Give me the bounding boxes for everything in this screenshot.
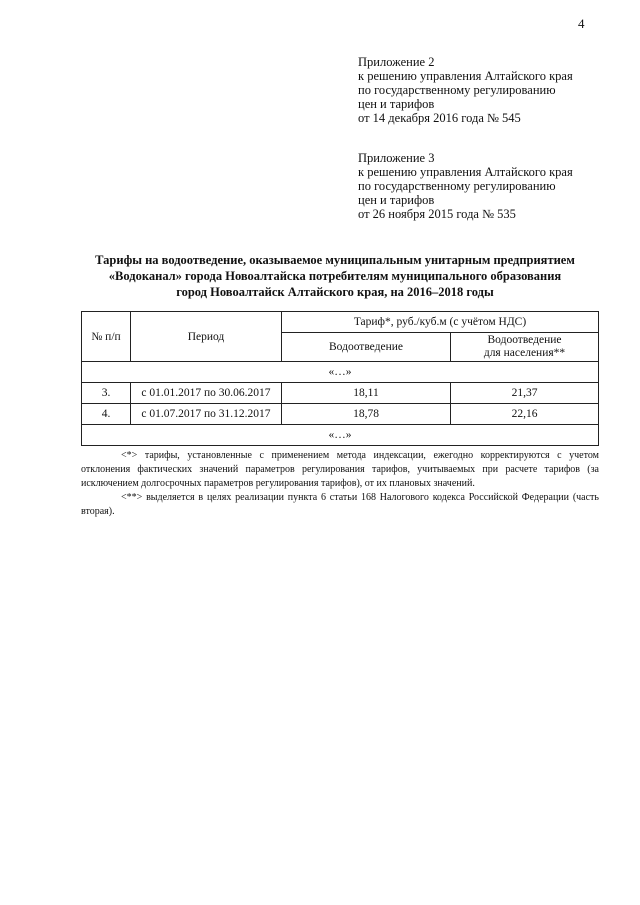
ellipsis-cell: «…»: [82, 425, 599, 446]
row-tariff-b: 21,37: [451, 383, 599, 404]
table-row: [82, 404, 599, 425]
appendix-line: к решению управления Алтайского края: [358, 165, 573, 179]
appendix-3-header: [358, 151, 573, 221]
title-line: город Новоалтайск Алтайского края, на 2016–2018 годы: [176, 285, 494, 299]
table-row: [82, 383, 599, 404]
tariff-table: [81, 311, 599, 446]
footnotes: [81, 449, 599, 519]
row-period: с 01.07.2017 по 31.12.2017: [131, 404, 282, 425]
row-num: 3.: [82, 383, 131, 404]
table-header-row: [82, 312, 599, 333]
header-num: № п/п: [82, 312, 131, 362]
appendix-line: от 14 декабря 2016 года № 545: [358, 111, 521, 125]
appendix-line: от 26 ноября 2015 года № 535: [358, 207, 516, 221]
title-line: Тарифы на водоотведение, оказываемое муниципальным унитарным предприятием: [95, 253, 575, 267]
row-tariff-a: 18,11: [282, 383, 451, 404]
header-col-a: Водоотведение: [282, 333, 451, 362]
ellipsis-cell: «…»: [82, 362, 599, 383]
footnote-2: <**> выделяется в целях реализации пункта 6 статьи 168 Налогового кодекса Российской Федерации (часть вторая).: [81, 492, 599, 517]
appendix-line: Приложение 2: [358, 55, 435, 69]
header-col-b-line2: для населения**: [483, 347, 566, 359]
row-tariff-b: 22,16: [451, 404, 599, 425]
row-num: 4.: [82, 404, 131, 425]
table-ellipsis-row: [82, 425, 599, 446]
appendix-line: Приложение 3: [358, 151, 435, 165]
title-line: «Водоканал» города Новоалтайска потребителям муниципального образования: [108, 269, 562, 283]
header-period: Период: [131, 312, 282, 362]
appendix-line: к решению управления Алтайского края: [358, 69, 573, 83]
table-ellipsis-row: [82, 362, 599, 383]
appendix-line: цен и тарифов: [358, 97, 435, 111]
header-tariff: Тариф*, руб./куб.м (с учётом НДС): [282, 312, 599, 333]
row-period: с 01.01.2017 по 30.06.2017: [131, 383, 282, 404]
header-col-b: [451, 333, 599, 362]
document-title: [70, 252, 600, 300]
footnote-1: <*> тарифы, установленные с применением метода индексации, ежегодно корректируются с учетом отклонения фактических значений параметров регулирования тарифов, учитываемых при расчете тарифов (за исключением долгосрочных параметров регулирования тарифов), от их плановых значений.: [81, 450, 599, 489]
appendix-line: по государственному регулированию: [358, 179, 556, 193]
appendix-line: цен и тарифов: [358, 193, 435, 207]
appendix-2-header: [358, 55, 573, 125]
appendix-line: по государственному регулированию: [358, 83, 556, 97]
page-number: 4: [578, 16, 585, 31]
header-col-b-line1: Водоотведение: [487, 334, 562, 346]
row-tariff-a: 18,78: [282, 404, 451, 425]
